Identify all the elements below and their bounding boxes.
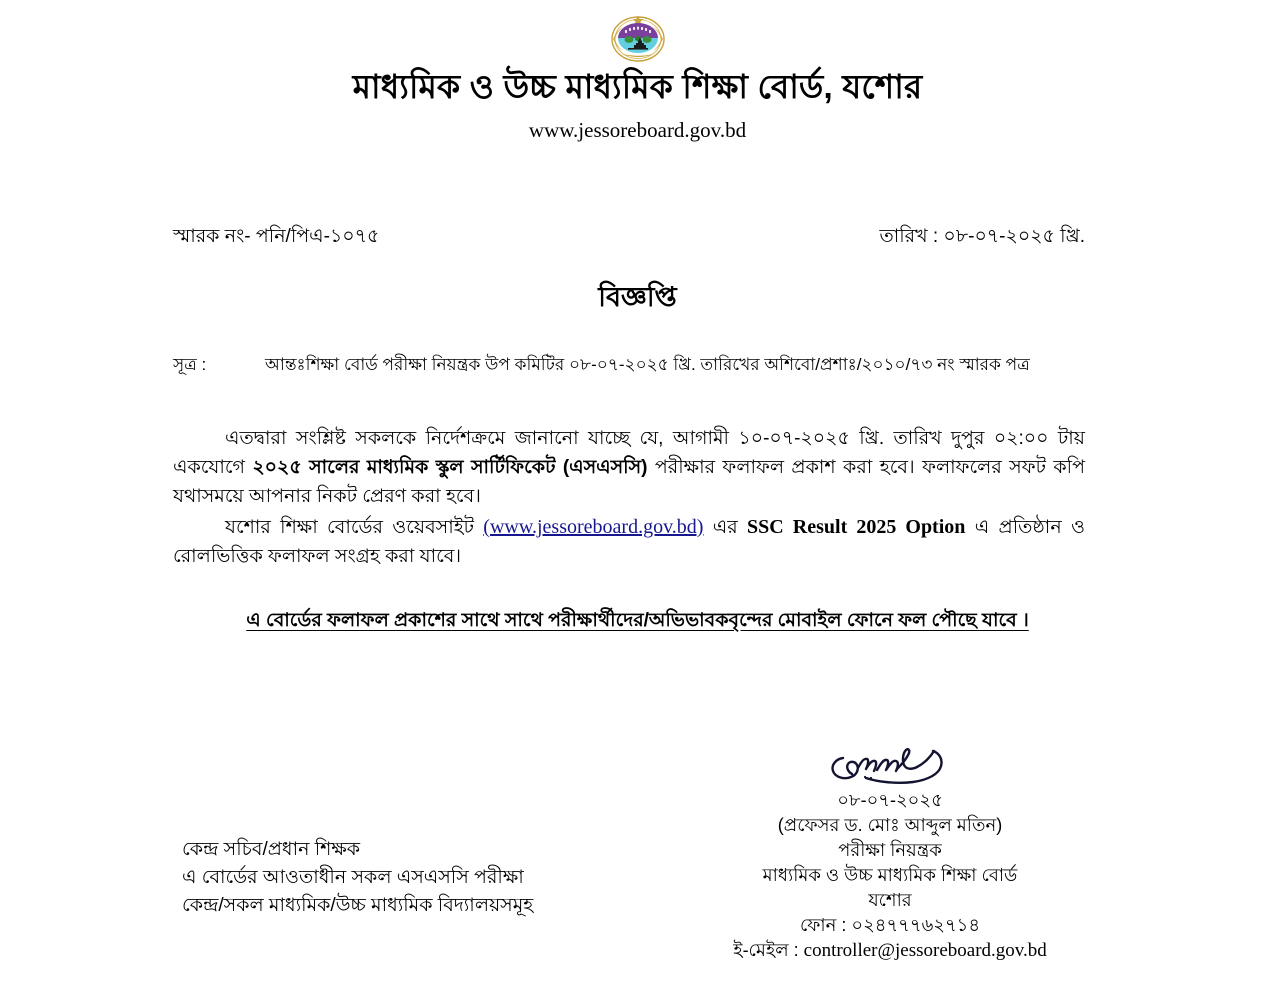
page-title: মাধ্যমিক ও উচ্চ মাধ্যমিক শিক্ষা বোর্ড, যশোর	[352, 68, 923, 105]
reference-label: সূত্র :	[173, 355, 207, 374]
paragraph-2	[173, 513, 1085, 571]
sms-notice-highlight	[0, 606, 1275, 638]
contact-phone-value: ০২৪৭৭৭৬২৭১৪	[851, 915, 981, 935]
recipient-line-3: কেন্দ্র/সকল মাধ্যমিক/উচ্চ মাধ্যমিক বিদ্যালয়সমূহ	[182, 895, 534, 916]
paragraph-1-text-b: পরীক্ষার ফলাফল প্রকাশ করা হবে। ফলাফলের সফট কপি যথাসময়ে আপনার নিকট প্রেরণ করা হবে।	[173, 457, 1085, 507]
ssc-result-option-label: SSC Result 2025 Option	[747, 516, 966, 538]
contact-email-label: ই-মেইল :	[733, 940, 804, 960]
reference-line	[173, 352, 1085, 380]
paragraph-2-text-c: এ প্রতিষ্ঠান ও রোলভিত্তিক ফলাফল সংগ্রহ করা যাবে।	[173, 517, 1085, 567]
signatory-organization: মাধ্যমিক ও উচ্চ মাধ্যমিক শিক্ষা বোর্ড	[762, 865, 1018, 885]
reference-text: আন্তঃশিক্ষা বোর্ড পরীক্ষা নিয়ন্ত্রক উপ কমিটির ০৮-০৭-২০২৫ খ্রি. তারিখের অশিবো/প্রশাঃ/২০১০/৭৩ নং স্মারক পত্র	[265, 355, 1030, 374]
contact-email-value: controller@jessoreboard.gov.bd	[803, 940, 1047, 961]
notice-heading: বিজ্ঞপ্তি	[598, 282, 677, 312]
contact-phone	[700, 913, 1080, 938]
paragraph-2-text-b: এর	[703, 517, 748, 538]
jessoreboard-website-link[interactable]: (www.jessoreboard.gov.bd)	[483, 516, 704, 538]
notice-body	[173, 424, 1085, 571]
signatory-name: (প্রফেসর ড. মোঃ আব্দুল মতিন)	[777, 815, 1003, 835]
signatory-city: যশোর	[868, 890, 912, 910]
memo-row	[173, 222, 1085, 254]
recipient-line-1: কেন্দ্র সচিব/প্রধান শিক্ষক	[182, 839, 361, 860]
handwritten-signature-icon	[700, 742, 1080, 788]
paragraph-1-bold-exam-name: ২০২৫ সালের মাধ্যমিক স্কুল সার্টিফিকেট (এসএসসি)	[252, 457, 648, 478]
sms-notice-text: এ বোর্ডের ফলাফল প্রকাশের সাথে সাথে পরীক্ষার্থীদের/অভিভাবকবৃন্দের মোবাইল ফোনে ফল পৌছে যাবে ।	[246, 610, 1029, 631]
signature-date: ০৮-০৭-২০২৫	[837, 790, 943, 810]
signatory-designation: পরীক্ষা নিয়ন্ত্রক	[838, 840, 942, 860]
document-header	[0, 0, 1275, 143]
contact-email	[700, 938, 1080, 963]
board-emblem-icon	[610, 14, 666, 64]
paragraph-2-text-a: যশোর শিক্ষা বোর্ডের ওয়েবসাইট	[225, 517, 484, 538]
recipient-line-2: এ বোর্ডের আওতাধীন সকল এসএসসি পরীক্ষা	[182, 867, 524, 888]
paragraph-1	[173, 424, 1085, 511]
signature-block	[700, 742, 1080, 963]
paragraph-1-text-a: এতদ্বারা সংশ্লিষ্ট সকলকে নির্দেশক্রমে জানানো যাচ্ছে যে, আগামী ১০-০৭-২০২৫ খ্রি. তারিখ দুপুর ০২:০০ টায় একযোগে	[173, 428, 1085, 478]
contact-phone-label: ফোন :	[799, 915, 852, 935]
board-website-url: www.jessoreboard.gov.bd	[528, 117, 747, 142]
memo-date: তারিখ : ০৮-০৭-২০২৫ খ্রি.	[879, 226, 1085, 247]
memo-number: স্মারক নং- পনি/পিএ-১০৭৫	[173, 226, 380, 247]
recipient-block	[182, 836, 533, 920]
